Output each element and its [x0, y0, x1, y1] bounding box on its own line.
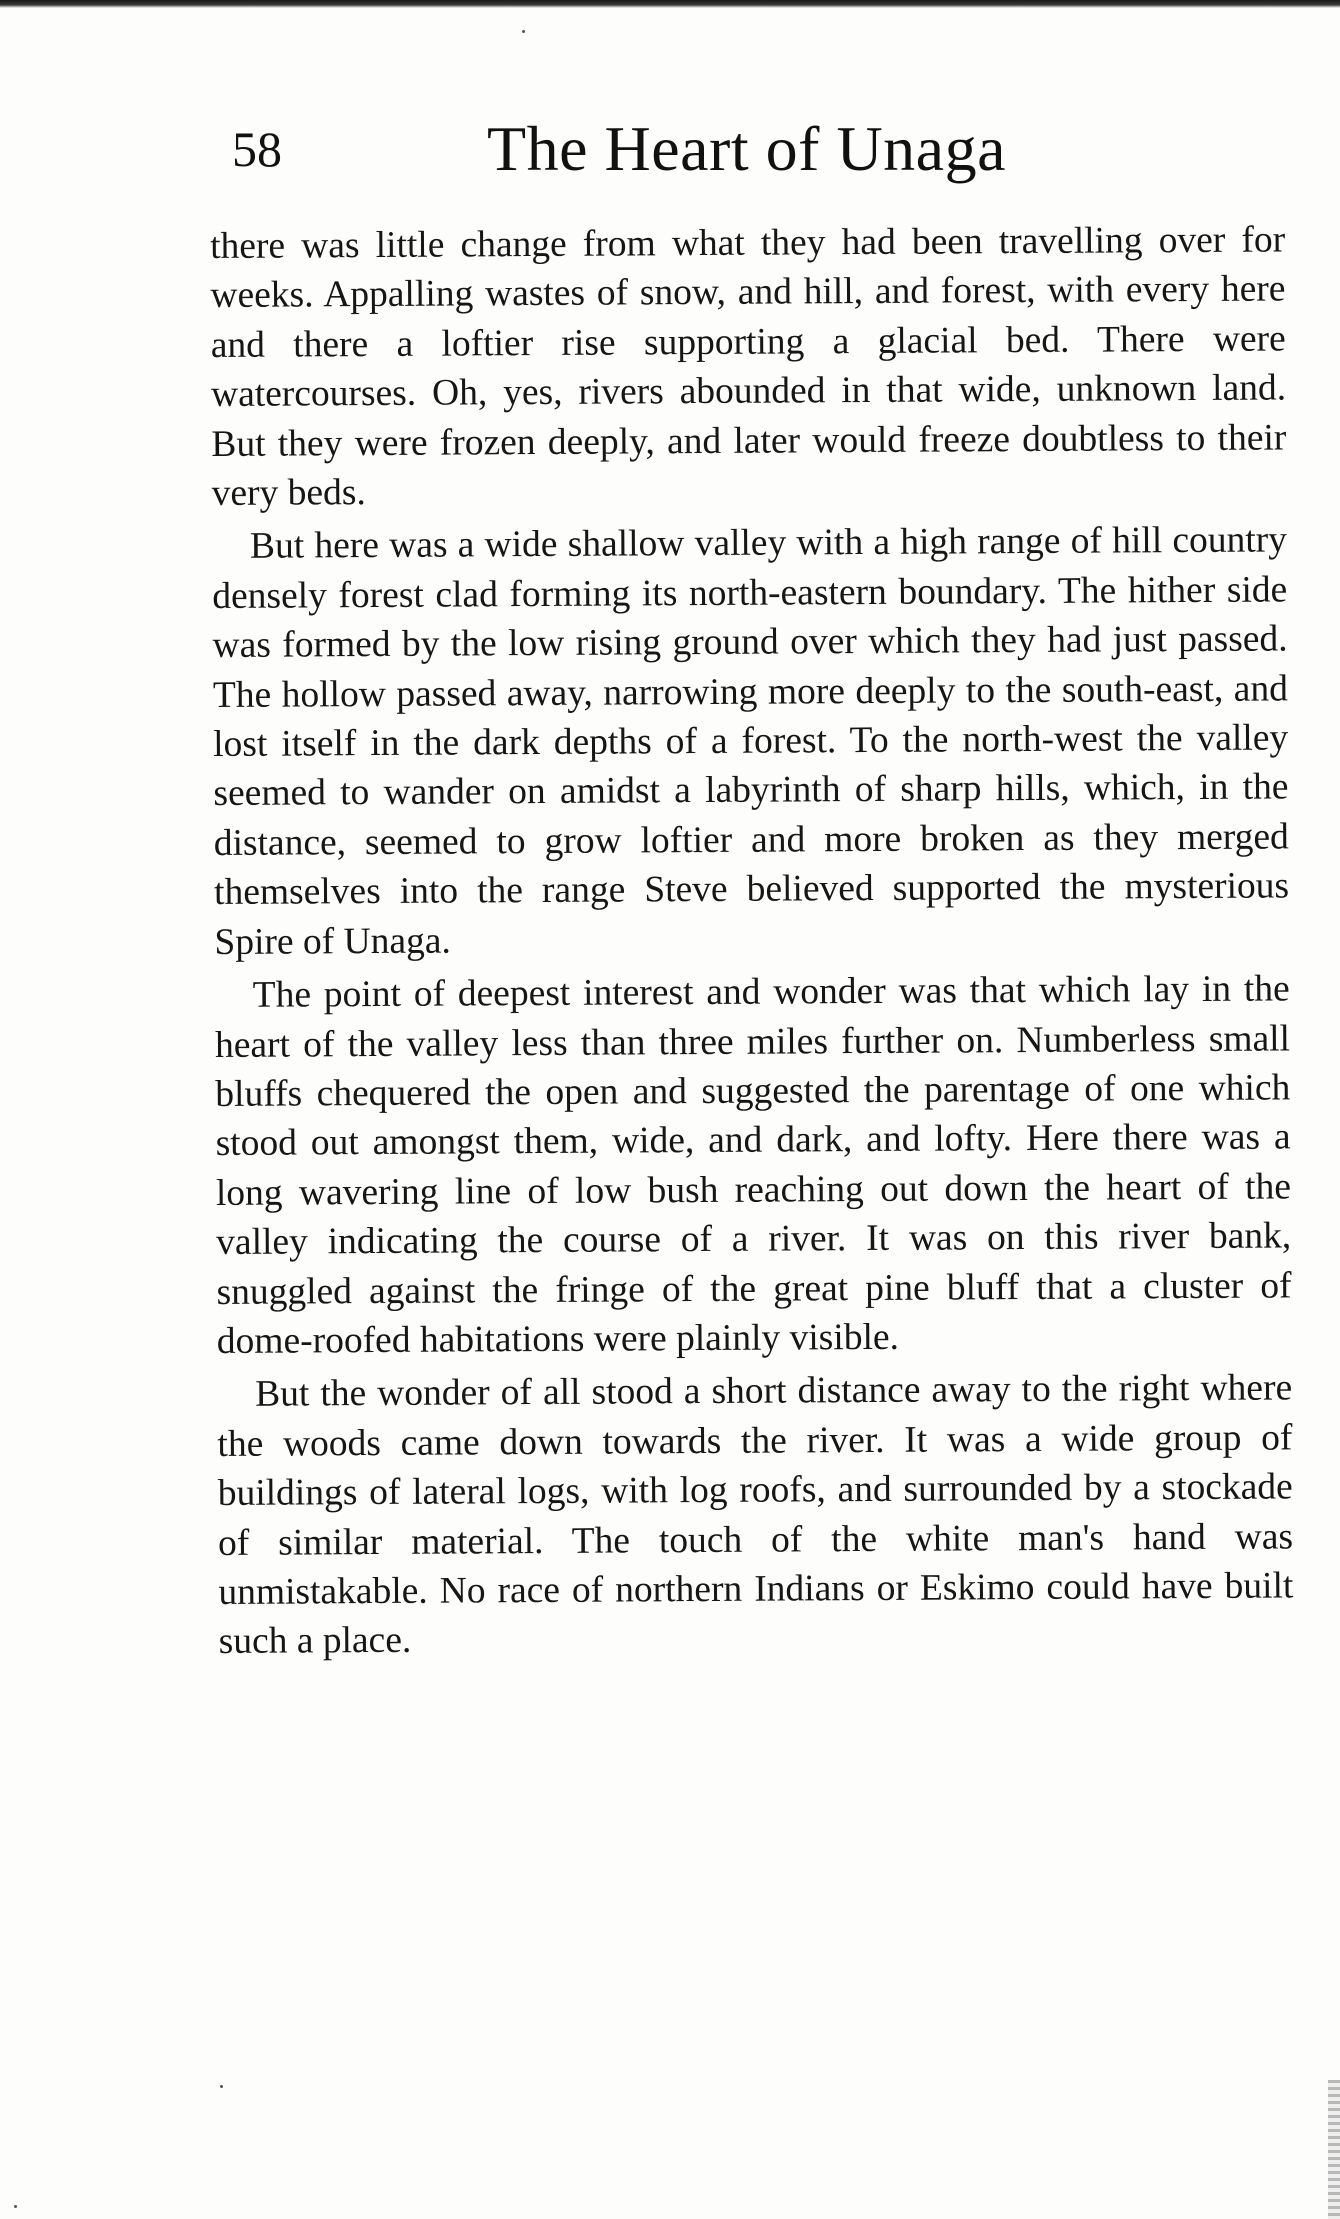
page-number: 58: [232, 121, 282, 177]
scan-speck: [522, 30, 525, 33]
running-title: The Heart of Unaga: [487, 113, 1006, 184]
scan-top-edge: [0, 0, 1340, 8]
paragraph: But here was a wide shallow valley with a high range of hill country densely forest clad forming its north-eastern boundary. The hither side was formed by the low rising ground over which they had just passed. The hollow passed away, narrowing more deeply to the south-east, and lost itself in the dark depths of a forest. To the north-west the valley seemed to wander on amidst a labyrinth of sharp hills, which, in the distance, seemed to grow loftier and more broken as they merged themselves into the range Steve believed supported the mysterious Spire of Unaga.: [212, 519, 1290, 963]
scan-right-edge: [1328, 2080, 1340, 2219]
scan-speck: [220, 2085, 223, 2088]
page-header: [232, 112, 1132, 192]
body-text: [210, 215, 1294, 1670]
scan-speck: [14, 2205, 17, 2208]
paragraph: there was little change from what they had been travelling over for weeks. Appalling wastes of snow, and hill, and forest, with every here and there a loftier rise supporting a glacial bed. There were watercourses. Oh, yes, rivers abounded in that wide, unknown land. But they were frozen deeply, and later would freeze doubtless to their very beds.: [210, 219, 1287, 515]
paragraph: The point of deepest interest and wonder was that which lay in the heart of the valley less than three miles further on. Numberless small bluffs chequered the open and suggested the parentage of one which stood out amongst them, wide, and dark, and lofty. Here there was a long wavering line of low bush reaching out down the heart of the valley indicating the course of a river. It was on this river bank, snuggled against the fringe of the great pine bluff that a cluster of dome-roofed habitations were plainly visible.: [214, 968, 1292, 1362]
paragraph: But the wonder of all stood a short distance away to the right where the woods came down towards the river. It was a wide group of buildings of lateral logs, with log roofs, and surrounded by a stockade of similar material. The touch of the white man's hand was unmistakable. No race of northern Indians or Eskimo could have built such a place.: [217, 1367, 1294, 1663]
